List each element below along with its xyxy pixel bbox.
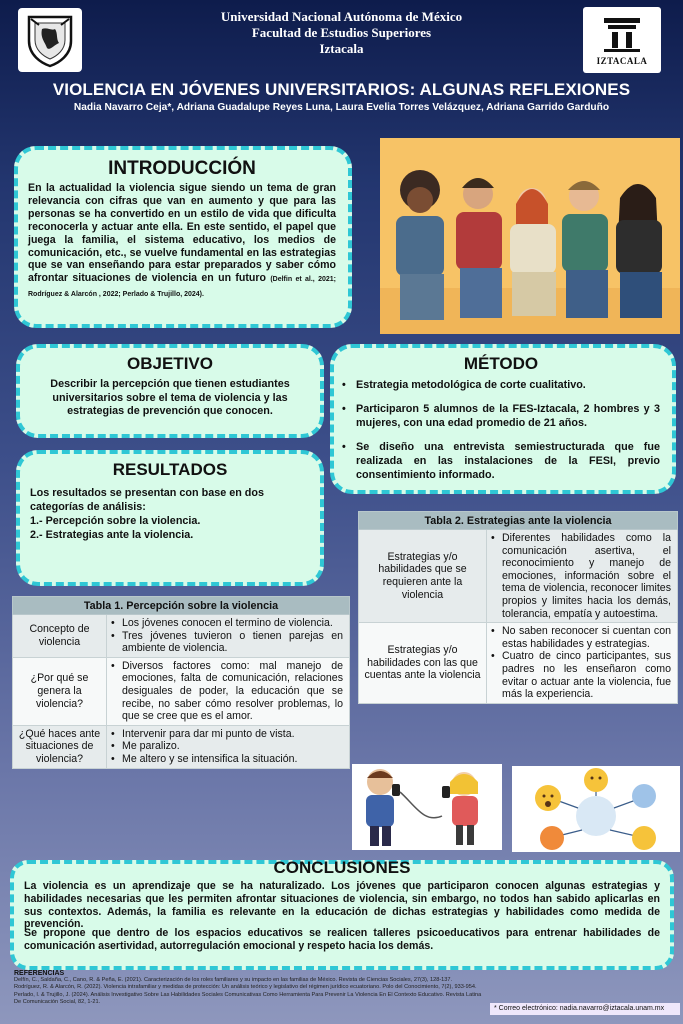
tabla-2 [358,511,678,704]
table-bullet: • Diferentes habilidades como la comunicación asertiva, el reconocimiento y manejo de emociones, información sobre el tema de violencia, reconocer limites propios y limites hacia los demás, tolerancia, empatía y autoestima. [491,532,671,620]
conclusiones-section [10,860,674,970]
reference-item: Delfín, C., Saldaña, C., Cano, R. & Peña, E. (2021). Caracterización de los roles familiares y su impacto en las familias de México. Revista de Ciencias Sociales, 27(3), 128-137. [14,977,453,983]
introduccion-citation: (Delfin et al., 2021; Rodríguez & Alarcón , 2022; Perlado & Trujillo, 2024). [28,276,336,299]
referencias-heading: REFERENCIAS [14,970,65,977]
resultados-section [16,450,324,586]
reference-item: Rodríguez, R. & Alarcón, R. (2022). Violencia intrafamiliar y medidas de protección: Un análisis teórico y legislativo del régimen jurídico ecuatoriano. Polo del Conocimiento, 7(2), 933-954. [14,984,477,991]
iztacala-logo [583,7,661,73]
tabla-2-caption: Tabla 2. Estrategias ante la violencia [359,512,678,530]
header [0,0,683,78]
resultados-item: 1.- Percepción sobre la violencia. [30,515,201,527]
table-row-label: ¿Por qué se genera la violencia? [13,657,107,725]
institution-name [150,9,533,57]
metodo-item: • Se diseño una entrevista semiestructurada que fue realizada en las instalaciones de la FESI, previo consentimiento informado. [342,440,660,482]
conclusiones-paragraph: Se propone que dentro de los espacios educativos se realicen talleres psicoeducativos para entrenar habilidades de comunicación asertividad, autorregulación emocional y respeto hacia los demás. [24,927,660,952]
introduccion-text: En la actualidad la violencia sigue siendo un tema de gran relevancia con cifras que van en aumento y que para las personas se ha convertido en un estilo de vida que dificulta reconocerla y actuar ante ella. En este sentido, el papel que juega la familia, el sistema educativo, los medios de comunicación, etc., se vuelve fundamental en las estrategias que se van enseñando para estar preparados y saber cómo afrontar situaciones de violencia en un futuro [28,182,336,285]
metodo-heading: MÉTODO [463,354,539,373]
resultados-item: 2.- Estrategias ante la violencia. [30,529,194,541]
table-bullet: • Diversos factores como: mal manejo de emociones, falta de comunicación, relaciones desiguales de poder, la educación que se recibe, no saber cómo resolver problemas, lo que se cree que es el amor. [111,660,343,723]
table-bullet: • Tres jóvenes tuvieron o tienen parejas en ambiente de violencia. [111,630,343,655]
table-bullet: • No saben reconocer si cuentan con estas habilidades y estrategias. [491,625,671,650]
conclusiones-paragraph: La violencia es un aprendizaje que se ha naturalizado. Los jóvenes que participaron conocen algunas estrategias y habilidades necesarias que les permiten afrontar situaciones de violencia, sin embargo, no todos han sabido aplicarlas en sus contextos. Además, la familia es relevante en la educación de dichas estrategias y habilidades como medida de prevención. [24,880,660,931]
objetivo-heading: OBJETIVO [127,354,213,373]
objetivo-body: Describir la percepción que tienen estudiantes universitarios sobre el tema de violencia y las estrategias de prevención que conocen. [50,378,290,417]
phone-conversation-cartoon [352,764,502,850]
authors: Nadia Navarro Ceja*, Adriana Guadalupe Reyes Luna, Laura Evelia Torres Velázquez, Adriana Garrido Garduño [73,102,610,113]
objetivo-section [16,344,324,438]
metodo-item: • Participaron 5 alumnos de la FES-Iztacala, 2 hombres y 3 mujeres, con una edad promedio de 21 años. [342,402,660,430]
table-row [359,623,678,704]
metodo-section [330,344,676,494]
introduccion-section [14,146,352,328]
table-row [13,725,350,768]
table-row-label: ¿Qué haces ante situaciones de violencia? [13,725,107,768]
iztacala-logo-text: IZTACALA [596,56,648,66]
table-row-content [107,725,350,768]
table-row-label: Estrategias y/o habilidades que se requieren ante la violencia [359,530,487,623]
table-row [359,530,678,623]
table-bullet: • Me paralizo. [111,740,343,753]
table-row-content [107,615,350,658]
metodo-list [342,378,660,482]
introduccion-heading: INTRODUCCIÓN [108,158,256,179]
introduccion-body [28,182,336,302]
table-bullet: • Los jóvenes conocen el termino de violencia. [111,617,343,630]
table-row-label: Concepto de violencia [13,615,107,658]
campus-line: Iztacala [319,41,364,56]
metodo-item: • Estrategia metodológica de corte cualitativo. [342,378,660,392]
table-bullet: • Intervenir para dar mi punto de vista. [111,728,343,741]
resultados-heading: RESULTADOS [112,460,228,479]
table-row-content [487,623,678,704]
table-row [13,615,350,658]
table-row-content [487,530,678,623]
faculty-line: Facultad de Estudios Superiores [251,25,432,40]
resultados-intro: Los resultados se presentan con base en dos categorías de análisis: [30,487,265,513]
tabla-1 [12,596,350,769]
referencias-section [14,970,484,1007]
tabla-1-caption: Tabla 1. Percepción sobre la violencia [13,597,350,615]
table-row-label: Estrategias y/o habilidades con las que cuentas ante la violencia [359,623,487,704]
emotions-emoji-cluster [512,766,680,852]
table-row-content [107,657,350,725]
conclusiones-heading: CONCLUSIONES [273,858,411,877]
table-bullet: • Me altero y se intensifica la situación. [111,753,343,766]
contact-email: * Correo electrónico: nadia.navarro@iztacala.unam.mx [490,1003,680,1015]
iztacala-building-icon [600,14,644,54]
university-line: Universidad Nacional Autónoma de México [220,9,463,24]
poster-title: VIOLENCIA EN JÓVENES UNIVERSITARIOS: ALGUNAS REFLEXIONES [52,80,631,99]
table-row [13,657,350,725]
table-bullet: • Cuatro de cinco participantes, sus padres no les enseñaron como evitar o actuar ante la violencia, fue más la experiencia. [491,650,671,700]
unam-shield-icon [18,8,82,72]
group-of-young-students-photo [380,138,680,334]
reference-item: Perlado, I. & Trujillo, J. (2024). Análisis Investigativo Sobre Las Habilidades Sociales Comunicativas Como Herramienta Para Prevenir La Violencia En El Contexto Educativo. Revista Latina De Comunicación Social, 82, 1-21. [14,991,482,1006]
